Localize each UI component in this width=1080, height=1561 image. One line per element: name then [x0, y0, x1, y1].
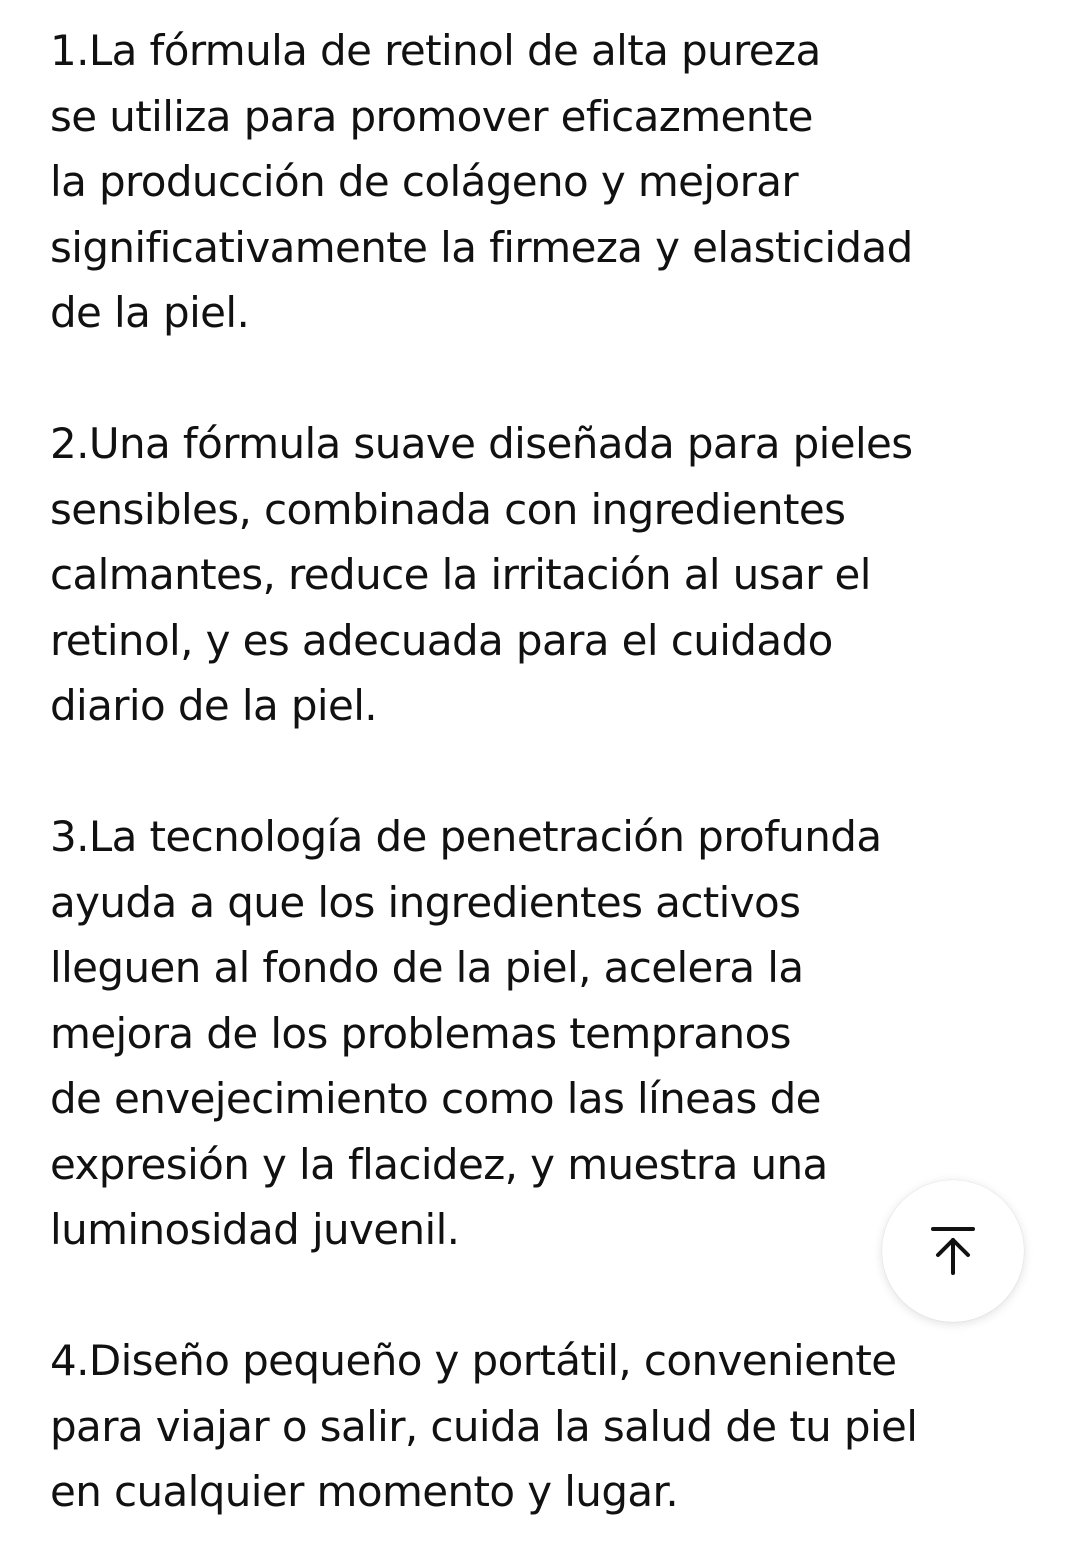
feature-paragraph-4 [50, 1328, 1050, 1525]
text-line: se utiliza para promover eficazmente [50, 91, 813, 141]
text-line: 4.Diseño pequeño y portátil, conveniente [50, 1336, 897, 1385]
text-line: 3.La tecnología de penetración profunda [50, 812, 882, 861]
arrow-up-to-top-icon [930, 1226, 976, 1276]
text-line: diario de la piel. [50, 681, 378, 730]
text-line: expresión y la flacidez, y muestra una [50, 1139, 828, 1189]
text-line: sensibles, combinada con ingredientes [50, 484, 846, 534]
text-line: luminosidad juvenil. [50, 1205, 460, 1254]
text-line: la producción de colágeno y mejorar [50, 157, 799, 206]
back-to-top-button[interactable] [882, 1180, 1024, 1322]
text-line: significativamente la firmeza y elasticidad [50, 222, 913, 272]
text-line: mejora de los problemas tempranos [50, 1008, 791, 1058]
feature-paragraph-2 [50, 411, 1050, 739]
text-line: para viajar o salir, cuida la salud de tu piel [50, 1401, 918, 1451]
paragraph-spacer [50, 739, 1050, 805]
feature-paragraph-1 [50, 18, 1050, 346]
text-line: retinol, y es adecuada para el cuidado [50, 615, 833, 665]
text-line: lleguen al fondo de la piel, acelera la [50, 943, 804, 992]
text-line: en cualquier momento y lugar. [50, 1467, 679, 1516]
text-line: de la piel. [50, 288, 250, 337]
text-line: 1.La fórmula de retinol de alta pureza [50, 26, 821, 75]
text-line: calmantes, reduce la irritación al usar el [50, 550, 871, 599]
text-line: 2.Una fórmula suave diseñada para pieles [50, 419, 913, 468]
text-line: de envejecimiento como las líneas de [50, 1074, 821, 1123]
paragraph-spacer [50, 346, 1050, 412]
text-line: ayuda a que los ingredientes activos [50, 877, 801, 927]
feature-paragraph-3 [50, 804, 1050, 1263]
